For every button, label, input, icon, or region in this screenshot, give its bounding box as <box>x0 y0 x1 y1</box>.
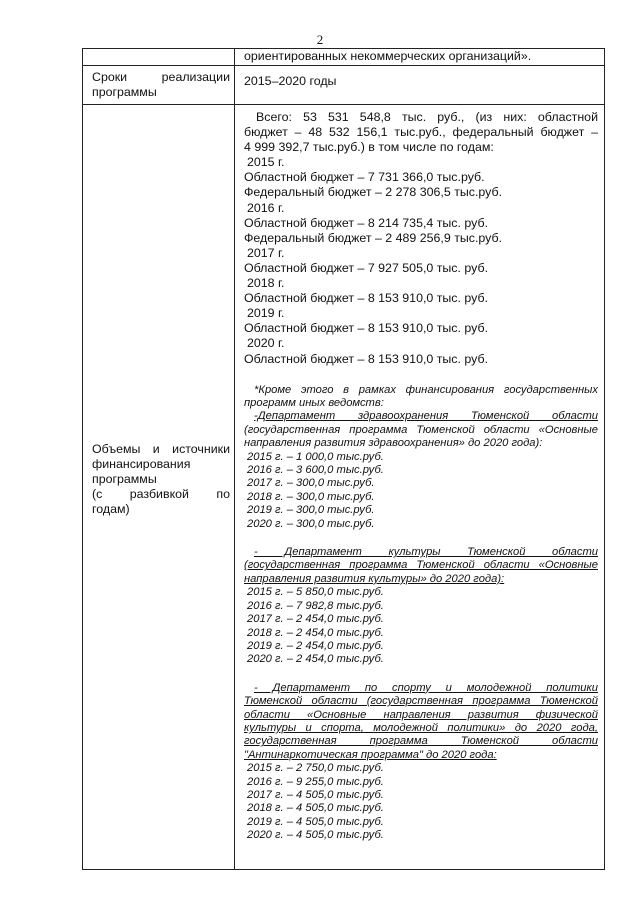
deadlines-label-line-2: программы <box>92 85 157 99</box>
table-row-deadlines <box>83 66 605 105</box>
passport-table <box>82 48 605 870</box>
year-2019-label: 2019 г. <box>247 306 285 321</box>
dept-health-year-2017: 2017 г. – 300,0 тыс.руб. <box>247 477 375 490</box>
dept-sport-year-2019: 2019 г. – 4 505,0 тыс.руб. <box>247 815 384 828</box>
year-2017-label: 2017 г. <box>247 245 285 260</box>
dept-culture-year-2019: 2019 г. – 2 454,0 тыс.руб. <box>247 639 384 652</box>
dept-health-year-2020: 2020 г. – 300,0 тыс.руб. <box>247 517 375 530</box>
dept-sport-year-2018: 2018 г. – 4 505,0 тыс.руб. <box>247 802 384 815</box>
year-2020-regional: Областной бюджет – 8 153 910,0 тыс. руб. <box>244 351 489 366</box>
dept-sport-year-2016: 2016 г. – 9 255,0 тыс.руб. <box>247 775 384 788</box>
by-year-list <box>244 155 598 366</box>
year-2015-federal: Федеральный бюджет – 2 278 306,5 тыс.руб. <box>244 185 503 200</box>
empty-label-cell <box>83 49 235 66</box>
deadlines-label-line-1: Сроки реализации <box>92 70 230 84</box>
dept-sport-header-1: - Департамент по спорту и молодежной политики <box>254 681 598 694</box>
note-line-1: *Кроме этого в рамках финансирования государственных <box>254 383 598 396</box>
dept-sport-year-2020: 2020 г. – 4 505,0 тыс.руб. <box>247 829 384 842</box>
financing-label-line-3: программы <box>92 472 157 487</box>
dept-health-year-2015: 2015 г. – 1 000,0 тыс.руб. <box>247 450 384 463</box>
department-sport-block <box>244 682 598 843</box>
department-health-block <box>244 410 598 531</box>
dept-sport-year-2017: 2017 г. – 4 505,0 тыс.руб. <box>247 788 384 801</box>
year-2020-label: 2020 г. <box>247 336 285 351</box>
dept-health-year-2018: 2018 г. – 300,0 тыс.руб. <box>247 490 375 503</box>
financing-total-line-2: бюджет – 48 532 156,1 тыс.руб., федеральный бюджет – <box>244 125 598 140</box>
year-2015-regional: Областной бюджет – 7 731 366,0 тыс.руб. <box>244 170 485 185</box>
year-2016-federal: Федеральный бюджет – 2 489 256,9 тыс.руб. <box>244 230 503 245</box>
dept-health-year-2016: 2016 г. – 3 600,0 тыс.руб. <box>247 464 384 477</box>
dept-sport-header-6: "Антинаркотическая программа" до 2020 года: <box>244 748 497 761</box>
financing-label-cell <box>83 105 235 870</box>
dept-sport-header-3: области «Основные направления развития физической <box>244 708 598 721</box>
dept-sport-header-2: Тюменской области (государственная программа Тюменской <box>244 695 598 708</box>
financing-label-line-2: финансирования <box>92 457 191 472</box>
dept-culture-header-1: - Департамент культуры Тюменской области <box>254 546 598 559</box>
note-line-2: программ иных ведомств: <box>244 397 384 409</box>
year-2019-regional: Областной бюджет – 8 153 910,0 тыс. руб. <box>244 321 489 336</box>
deadlines-label-cell <box>83 66 235 105</box>
financing-total-line-3: 4 999 392,7 тыс.руб.) в том числе по годам: <box>244 140 494 155</box>
deadlines-value-cell <box>235 66 605 105</box>
year-2018-regional: Областной бюджет – 8 153 910,0 тыс. руб. <box>244 291 489 306</box>
dept-culture-year-2020: 2020 г. – 2 454,0 тыс.руб. <box>247 653 384 666</box>
year-2018-label: 2018 г. <box>247 276 285 291</box>
dept-culture-header-2: (государственная программа Тюменской области «Основные <box>244 559 598 572</box>
dept-culture-year-2017: 2017 г. – 2 454,0 тыс.руб. <box>247 613 384 626</box>
department-culture-block <box>244 546 598 667</box>
dept-culture-year-2016: 2016 г. – 7 982,8 тыс.руб. <box>247 599 384 612</box>
deadlines-value: 2015–2020 годы <box>244 74 337 88</box>
dept-sport-header-4: культуры и спорта, молодежной политики» до 2020 года, <box>244 721 598 734</box>
financing-total-line-1: Всего: 53 531 548,8 тыс. руб., (из них: областной <box>256 110 598 124</box>
year-2016-regional: Областной бюджет – 8 214 735,4 тыс. руб. <box>244 215 489 230</box>
dept-health-header-2: (государственная программа Тюменской области «Основные <box>244 423 598 436</box>
other-programs-note <box>244 384 598 411</box>
dept-sport-header-5: государственная программа Тюменской области <box>244 735 598 748</box>
year-2017-regional: Областной бюджет – 7 927 505,0 тыс. руб. <box>244 260 489 275</box>
financing-label-line-4: (с разбивкой по <box>92 487 230 502</box>
financing-label-line-1: Объемы и источники <box>92 442 230 457</box>
goals-tail-text: ориентированных некоммерческих организаций». <box>244 49 532 63</box>
dept-culture-year-2015: 2015 г. – 5 850,0 тыс.руб. <box>247 586 384 599</box>
dept-health-year-2019: 2019 г. – 300,0 тыс.руб. <box>247 504 375 517</box>
year-2015-label: 2015 г. <box>247 155 285 170</box>
dept-health-header-3: направления развития здравоохранения» до 2020 года): <box>244 437 543 450</box>
dept-health-header-1: -Департамент здравоохранения Тюменской области <box>254 410 598 423</box>
dept-culture-year-2018: 2018 г. – 2 454,0 тыс.руб. <box>247 626 384 639</box>
page-number: 2 <box>316 32 324 47</box>
financing-label-line-5: годам) <box>92 502 130 517</box>
dept-culture-header-3: направления развития культуры» до 2020 года): <box>244 572 505 585</box>
table-row-financing <box>83 105 605 870</box>
year-2016-label: 2016 г. <box>247 200 285 215</box>
goals-tail-cell <box>235 49 605 66</box>
financing-value-cell <box>235 105 605 870</box>
table-row-goals-continuation <box>83 49 605 66</box>
dept-sport-year-2015: 2015 г. – 2 750,0 тыс.руб. <box>247 762 384 775</box>
